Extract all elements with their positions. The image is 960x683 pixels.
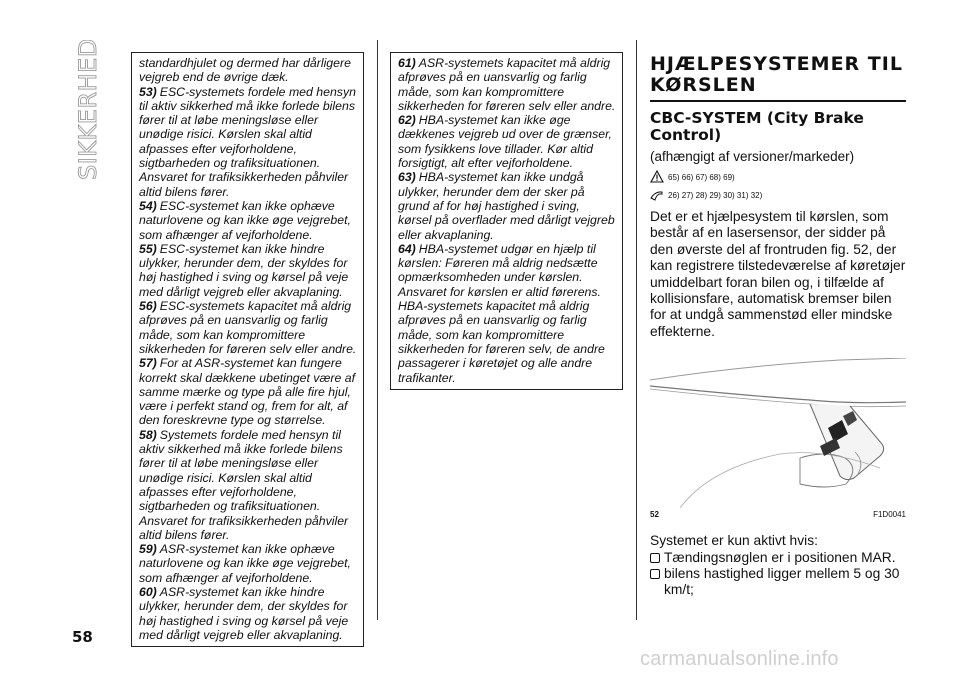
version-note: (afhængigt af versioner/markeder) [650, 149, 855, 164]
right-column [650, 54, 906, 598]
paragraph-continued [139, 56, 357, 85]
note-refs-row [650, 187, 906, 203]
warning-text: HBA-systemet udgør en hjælp til kørslen: Føreren må aldrig nedsætte opmærksomheden under kørslen. Ansvaret for kørslen er altid førerens. HBA-systemets kapacitet må aldrig afprøves på en uansvarlig og farlig måde, som kan kompromittere sikkerheden for føreren selv, de andre passagerer i køretøjet og alle andre trafikanter. [398, 241, 605, 385]
section-tab-label: SIKKERHED [74, 40, 102, 180]
warning-61 [398, 56, 616, 113]
subsection-heading: CBC-SYSTEM (City Brake Control) [650, 109, 864, 144]
warning-number: 60) [139, 584, 157, 599]
warning-number: 63) [398, 170, 416, 185]
warning-number: 58) [139, 427, 157, 442]
warning-64 [398, 242, 616, 385]
warning-55 [139, 242, 357, 299]
column-divider [377, 40, 378, 620]
warning-number: 53) [139, 84, 157, 99]
watermark-link[interactable]: carmanualsonline.info [640, 648, 839, 670]
warning-triangle-icon [650, 170, 664, 184]
warning-number: 57) [139, 356, 157, 371]
warning-62 [398, 113, 616, 170]
active-when-text: Systemet er kun aktivt hvis: [650, 533, 818, 549]
page-number: 58 [72, 628, 93, 646]
warning-number: 61) [398, 56, 416, 70]
warning-text: Systemets fordele med hensyn til aktiv sikkerhed må ikke forlede bilens fører til at løbe meningsløse eller unødige risici. Kørslen skal altid afpasses efter vejforholdene, sigtbarheden og trafiksituationen. Ansvaret for trafiksikkerheden påhviler altid bilens fører. [139, 427, 349, 542]
figure-number: 52 [650, 510, 659, 520]
warning-number: 54) [139, 198, 157, 213]
note-refs: 26) 27) 28) 29) 30) 31) 32) [668, 190, 763, 200]
warning-text: ASR-systemet kan ikke hindre ulykker, herunder dem, der skyldes for høj hastighed i sving og kørsel på veje med dårligt vejgreb eller akvaplaning. [139, 584, 349, 642]
warning-text: ESC-systemet kan ikke ophæve naturlovene og kan ikke øge vejgrebet, som afhænger af vejforholdene. [139, 198, 351, 242]
warning-number: 64) [398, 241, 416, 256]
checkbox-bullet-icon [650, 553, 660, 563]
bullet-text: Tændingsnøglen er i positionen MAR. [664, 549, 896, 565]
section-tab [60, 40, 110, 190]
warning-56 [139, 299, 357, 356]
warning-text: ASR-systemet kan ikke ophæve naturlovene og kan ikke øge vejgrebet, som afhænger af vejforholdene. [139, 542, 351, 585]
bullet-item [650, 566, 906, 598]
warning-refs-row [650, 169, 906, 185]
paragraph-text: standardhjulet og dermed har dårligere vejgreb end de øvrige dæk. [139, 56, 351, 85]
figure-52-image [650, 358, 906, 508]
heading-rule [650, 100, 906, 102]
warning-54 [139, 199, 357, 242]
middle-column [390, 52, 623, 390]
bullet-text: bilens hastighed ligger mellem 5 og 30 km/t; [664, 565, 900, 597]
warning-text: ESC-systemets fordele med hensyn til aktiv sikkerhed må ikke forlede bilens fører til at løbe meningsløse eller unødige risici. Kørslen skal altid afpasses efter vejforholdene, sigtbarheden og trafiksituationen. Ansvaret for trafiksikkerheden påhviler altid bilens fører. [139, 84, 356, 199]
warning-text: For at ASR-systemet kan fungere korrekt skal dækkene ubetinget være af samme mærke og type på alle fire hjul, være i perfekt stand og, frem for alt, af den foreskrevne type og størrelse. [139, 356, 355, 428]
left-column [131, 52, 364, 647]
warning-59 [139, 542, 357, 585]
warning-number: 56) [139, 299, 157, 314]
warning-63 [398, 170, 616, 241]
figure-id: F1D0041 [873, 510, 906, 520]
warning-text: HBA-systemet kan ikke øge dækkenes vejgreb ud over de grænser, som fysikkens love tillader. Kør altid forsigtigt, alt efter vejforholdene. [398, 113, 612, 171]
column-divider [636, 40, 637, 620]
intro-paragraph: Det er et hjælpesystem til kørslen, som består af en lasersensor, der sidder på den øverste del af frontruden fig. 52, der kan registrere tilstedeværelse af køretøjer umiddelbart foran bilen og, i tilfælde af kollisionsfare, automatisk bremser bilen for at undgå sammenstød eller mindske effekterne. [650, 209, 906, 339]
warning-57 [139, 356, 357, 427]
warning-number: 55) [139, 241, 157, 256]
warning-text: ESC-systemet kan ikke hindre ulykker, herunder dem, der skyldes for høj hastighed i sving og kørsel på veje med dårligt vejgreb eller akvaplaning. [139, 241, 349, 299]
warning-text: HBA-systemet kan ikke undgå ulykker, herunder dem der sker på grund af for høj hastighed i sving, kørsel på overflader med dårligt vejgreb eller akvaplaning. [398, 170, 615, 242]
warning-58 [139, 428, 357, 542]
checkbox-bullet-icon [650, 569, 660, 579]
warning-refs: 65) 66) 67) 68) 69) [668, 172, 735, 182]
note-hand-icon [650, 188, 664, 202]
warning-60 [139, 585, 357, 642]
section-heading: HJÆLPESYSTEMER TIL KØRSLEN [650, 53, 903, 96]
bullet-item [650, 550, 906, 566]
figure-caption [650, 510, 906, 519]
warning-number: 62) [398, 113, 416, 128]
warning-text: ESC-systemets kapacitet må aldrig afprøves på en uansvarlig og farlig måde, som kan kompromittere sikkerheden for føreren selv eller andre. [139, 299, 357, 356]
warning-number: 59) [139, 542, 157, 557]
warning-53 [139, 85, 357, 199]
warning-text: ASR-systemets kapacitet må aldrig afprøves på en uansvarlig og farlig måde, som kan kompromittere sikkerheden for føreren selv eller andre. [398, 56, 616, 113]
